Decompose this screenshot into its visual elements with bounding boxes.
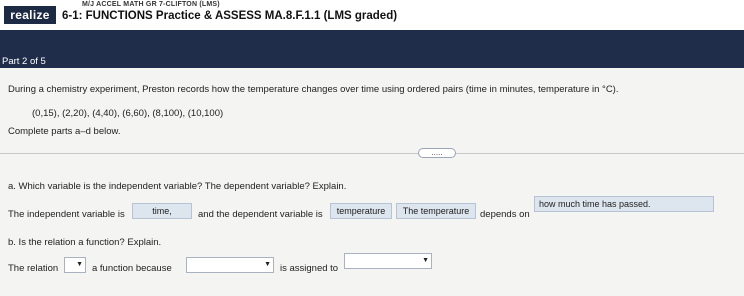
- assigned-to-text: is assigned to: [280, 263, 339, 274]
- part-b-question: b. Is the relation a function? Explain.: [8, 237, 162, 248]
- realize-logo[interactable]: realize: [4, 6, 56, 24]
- problem-intro: During a chemistry experiment, Preston records how the temperature changes over time using ordered pairs (time in minutes, temperature in °C).: [8, 84, 619, 95]
- course-name: M/J ACCEL MATH GR 7-CLIFTON (LMS): [82, 1, 220, 8]
- explanation-answer: how much time has passed.: [534, 196, 714, 212]
- app-header: [0, 0, 744, 30]
- assignment-title: 6-1: FUNCTIONS Practice & ASSESS MA.8.F.1.1 (LMS graded): [62, 10, 398, 22]
- part-a-prefix: The independent variable is: [8, 209, 125, 220]
- section-divider: [0, 153, 744, 154]
- dropdown-arrow-icon[interactable]: ▼: [422, 257, 429, 264]
- expand-more-button[interactable]: .....: [418, 148, 456, 158]
- dropdown-arrow-icon[interactable]: ▼: [76, 261, 83, 268]
- depends-on-text: depends on: [480, 209, 530, 220]
- part-a-question: a. Which variable is the independent variable? The dependent variable? Explain.: [8, 181, 347, 192]
- explanation-subject-answer: The temperature: [396, 203, 476, 219]
- part-a-middle-text: and the dependent variable is: [198, 209, 323, 220]
- reason-output-dropdown[interactable]: [344, 253, 432, 269]
- reason-input-dropdown[interactable]: [186, 257, 274, 273]
- instruction-text: Complete parts a–d below.: [8, 126, 121, 137]
- is-function-dropdown[interactable]: [64, 257, 86, 273]
- dependent-variable-answer: temperature: [330, 203, 392, 219]
- independent-variable-answer: time,: [132, 203, 192, 219]
- part-b-prefix: The relation: [8, 263, 59, 274]
- part-b-mid-text: a function because: [92, 263, 172, 274]
- part-bar: [0, 30, 744, 68]
- dropdown-arrow-icon[interactable]: ▼: [264, 261, 271, 268]
- ordered-pairs: (0,15), (2,20), (4,40), (6,60), (8,100), (10,100): [32, 108, 224, 119]
- part-indicator: Part 2 of 5: [2, 56, 46, 67]
